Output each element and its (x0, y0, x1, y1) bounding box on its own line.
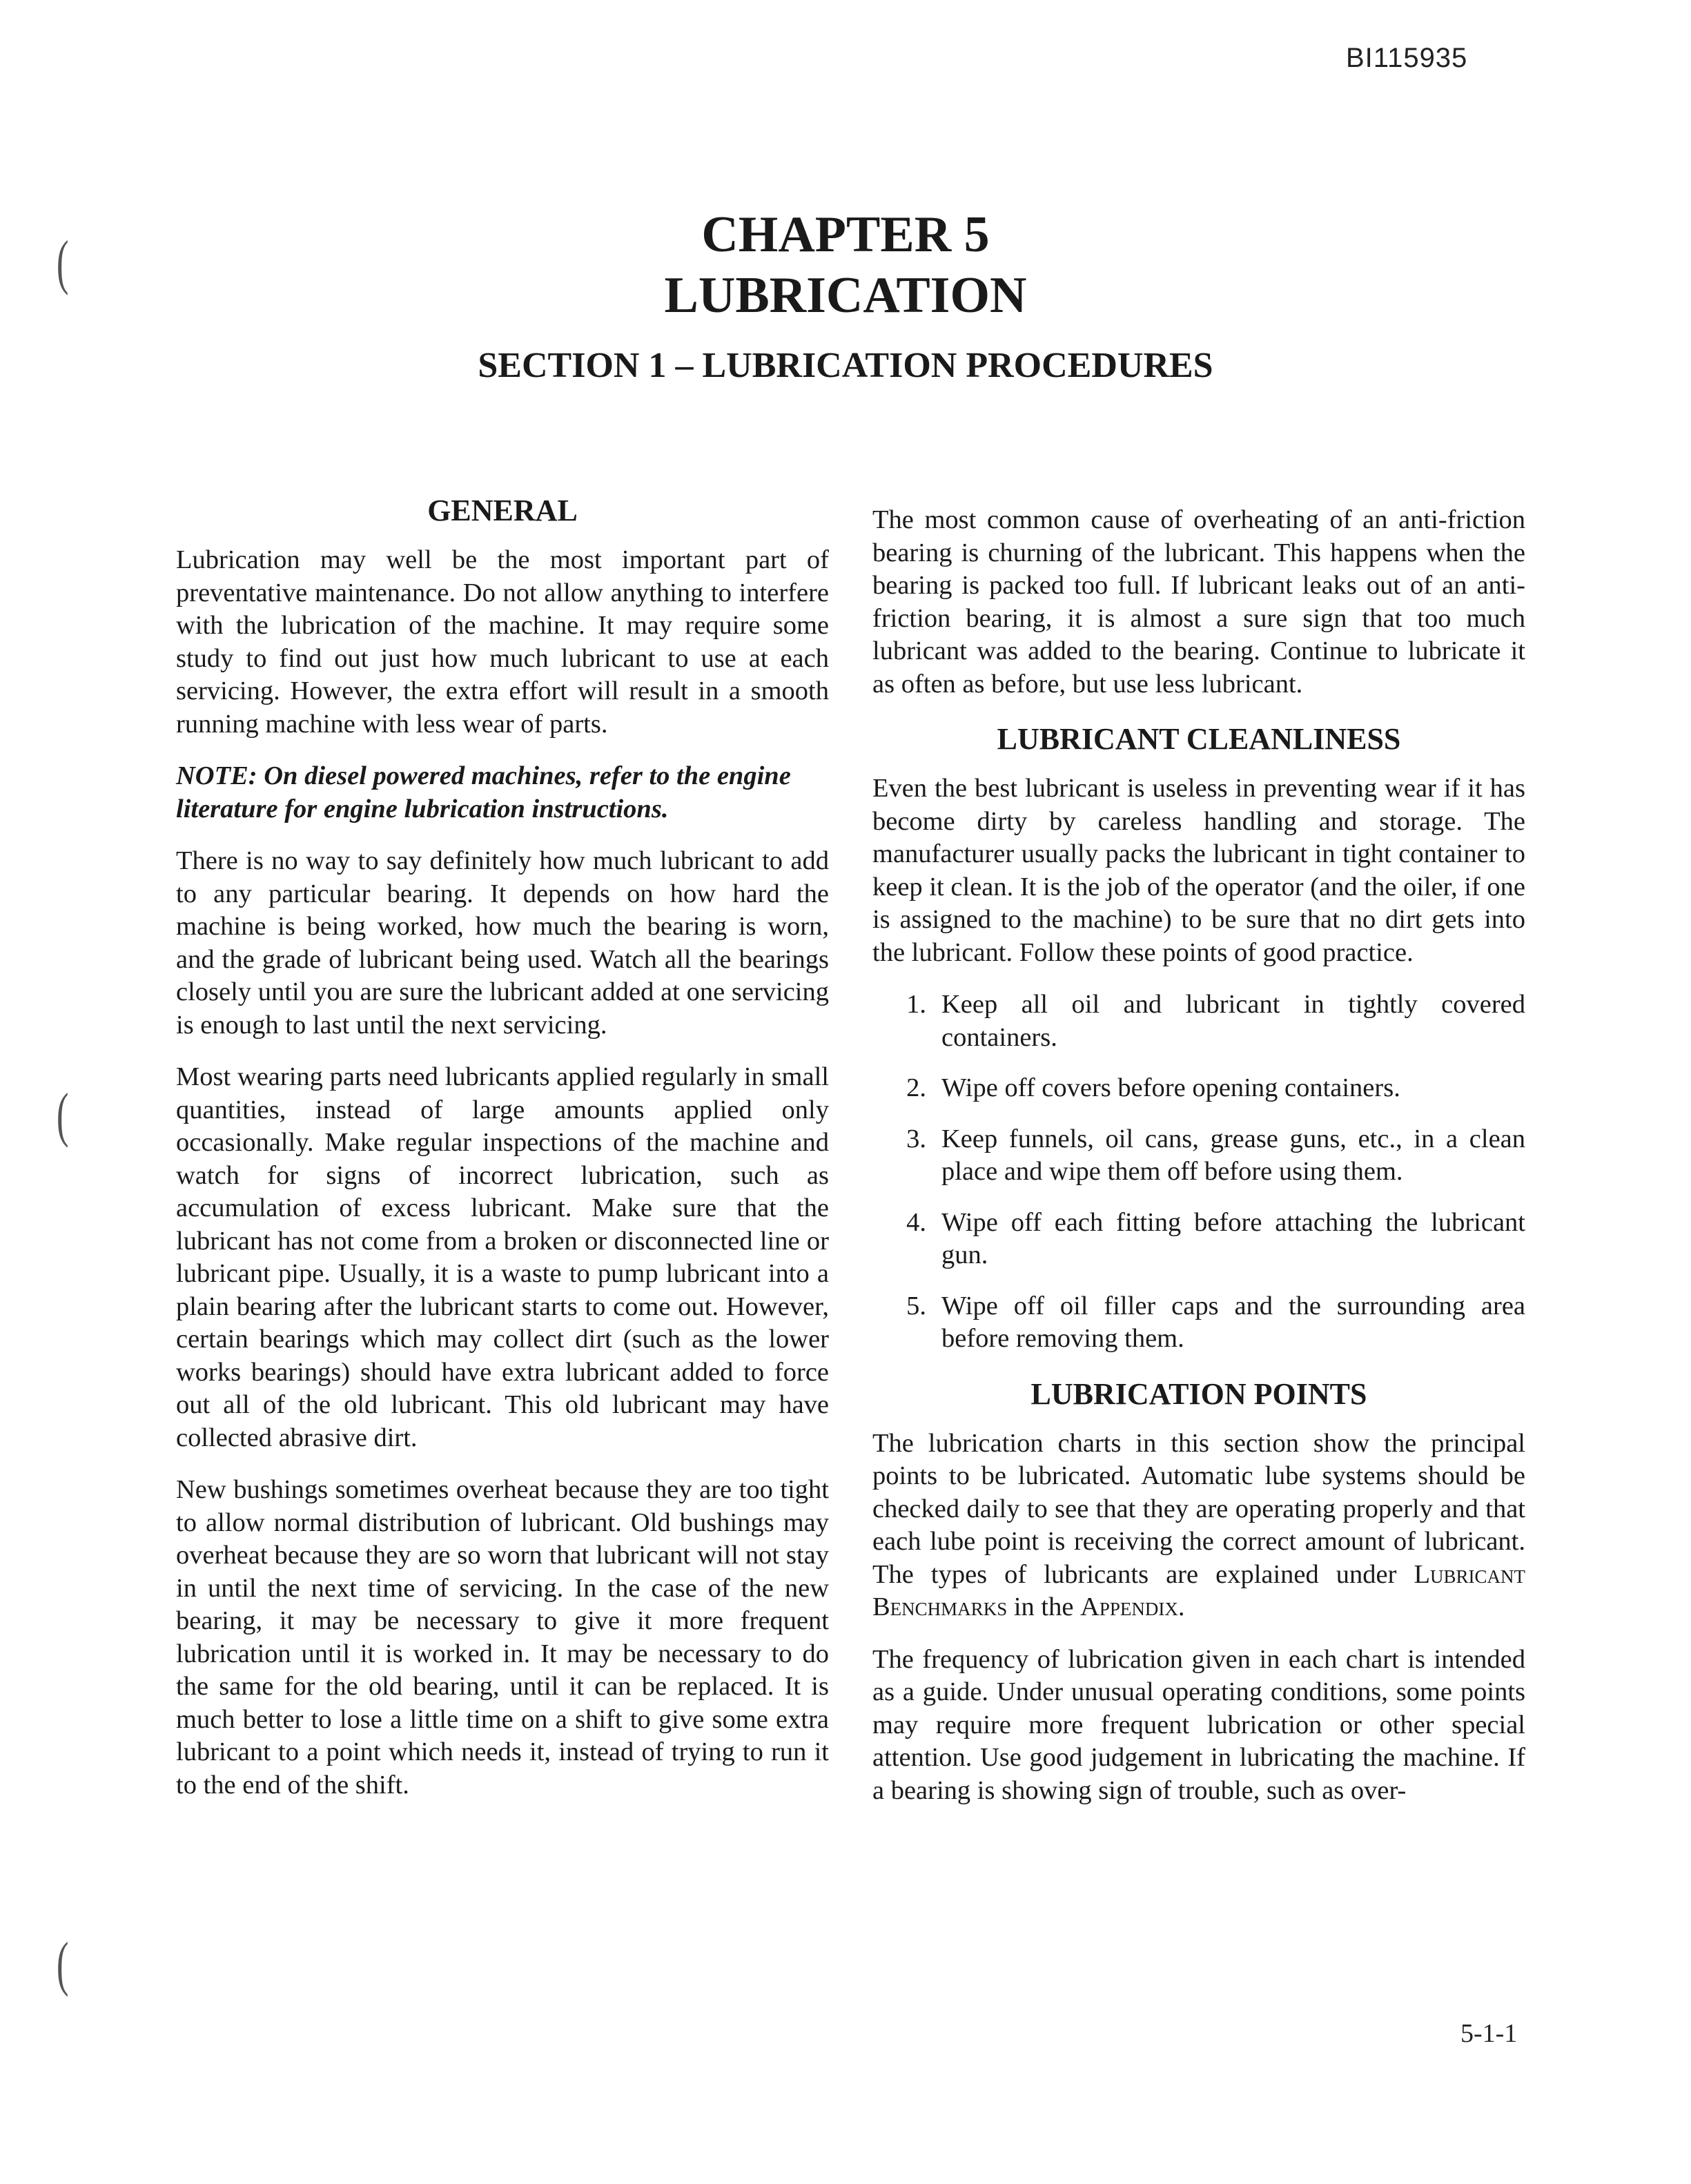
chapter-number: CHAPTER 5 (701, 206, 990, 263)
lubrication-points-heading: LUBRICATION POINTS (1030, 1376, 1367, 1411)
cleanliness-heading: LUBRICANT CLEANLINESS (997, 722, 1401, 756)
section-title: SECTION 1 – LUBRICATION PROCEDURES (478, 346, 1213, 385)
general-paragraph-3: Most wearing parts need lubricants applied regularly in small quantities, instead of large amounts applied only occasionally. Make regular inspections of the machine and watch for signs of incorrect lubrication, such as accumulation of excess lubricant. Make sure that the lubricant has not come from a broken or disconnected line or lubricant pipe. Usually, it is a waste to pump lubricant into a plain bearing after the lubricant starts to come out. However, certain bearings which may collect dirt (such as the lower works bearings) should have extra lubricant added to force out all of the old lubricant. This old lubricant may have collected abrasive dirt. (176, 1062, 829, 1452)
general-paragraph-1: Lubrication may well be the most important part of preventative maintenance. Do not allow anything to interfere with the lubrication of the machine. It may require some study to find out just how much lubricant to use at each servicing. However, the extra effort will result in a smooth running machine with less wear of parts. (176, 545, 829, 739)
list-item-number: 5. (906, 1291, 926, 1320)
list-item-text: Keep all oil and lubricant in tightly covered containers. (941, 990, 1525, 1052)
list-item (872, 1072, 1525, 1105)
general-paragraph-4: New bushings sometimes overheat because they are too tight to allow normal distribution of lubricant. Old bushings may overheat because they are so worn that lubricant will not stay in until the next time of servicing. In the case of the new bearing, it may be necessary to give it more frequent lubrication until it is worked in. It may be necessary to do the same for the old bearing, until it can be replaced. It is much better to lose a little time on a shift to give some extra lubricant to a point which needs it, instead of trying to run it to the end of the shift. (176, 1475, 829, 1800)
binder-hole-mark-bottom: ( (56, 1931, 69, 1998)
points-text-mid: in the (1013, 1592, 1074, 1621)
points-text-start: The lubrication charts in this section show the principal points to be lubricated. Automatic lube systems should be checked daily to see that they are operating properly and that each lube point is receiving the correct amount of lubricant. The types of lubricants are explained under (872, 1428, 1525, 1589)
points-text-end: . (1177, 1592, 1185, 1621)
lubrication-points-paragraph (872, 1427, 1525, 1624)
good-practice-list (872, 988, 1525, 1356)
list-item-text: Wipe off each fitting before attaching the lubricant gun. (941, 1207, 1525, 1269)
list-item-number: 3. (906, 1124, 926, 1153)
chapter-topic: LUBRICATION (664, 267, 1027, 324)
binder-hole-mark-middle: ( (56, 1082, 69, 1149)
list-item (872, 1290, 1525, 1356)
document-id: BI115935 (1346, 43, 1468, 73)
page-number: 5-1-1 (1460, 2019, 1518, 2048)
list-item-number: 2. (906, 1073, 926, 1102)
list-item (872, 1123, 1525, 1189)
list-item-text: Keep funnels, oil cans, grease guns, etc., in a clean place and wipe them off before using them. (941, 1124, 1525, 1186)
diesel-note: NOTE: On diesel powered machines, refer to the engine literature for engine lubrication instructions. (176, 761, 791, 823)
list-item (872, 1207, 1525, 1272)
cleanliness-paragraph: Even the best lubricant is useless in preventing wear if it has become dirty by careless handling and storage. The manufacturer usually packs the lubricant in tight container to keep it clean. It is the job of the operator (and the oiler, if one is assigned to the machine) to be sure that no dirt gets into the lubricant. Follow these points of good practice. (872, 774, 1525, 967)
lubricant-benchmarks-reference: Lubricant Benchmarks (872, 1559, 1526, 1621)
left-column (176, 491, 829, 1821)
frequency-paragraph: The frequency of lubrication given in each chart is intended as a guide. Under unusual operating conditions, some points may require more frequent lubrication or other special attention. Use good judgement in lubricating the machine. If a bearing is showing sign of trouble, such as over- (872, 1644, 1525, 1805)
list-item-text: Wipe off covers before opening containers. (941, 1073, 1400, 1102)
list-item-number: 1. (906, 990, 926, 1019)
list-item-text: Wipe off oil filler caps and the surrounding area before removing them. (941, 1291, 1525, 1353)
overheating-paragraph: The most common cause of overheating of an anti-friction bearing is churning of the lubricant. This happens when the bearing is packed too full. If lubricant leaks out of an anti-friction bearing, it is almost a sure sign that too much lubricant was added to the bearing. Continue to lubricate it as often as before, but use less lubricant. (872, 505, 1525, 699)
general-heading: GENERAL (427, 494, 578, 527)
chapter-title (0, 204, 1691, 326)
list-item (872, 988, 1525, 1054)
general-paragraph-2: There is no way to say definitely how much lubricant to add to any particular bearing. It depends on how hard the machine is being worked, how much the bearing is worn, and the grade of lubricant being used. Watch all the bearings closely until you are sure the lubricant added at one servicing is enough to last until the next servicing. (176, 846, 829, 1040)
binder-hole-mark-top: ( (56, 229, 69, 296)
appendix-reference: Appendix (1080, 1592, 1178, 1621)
right-column (872, 504, 1525, 1826)
list-item-number: 4. (906, 1207, 926, 1237)
